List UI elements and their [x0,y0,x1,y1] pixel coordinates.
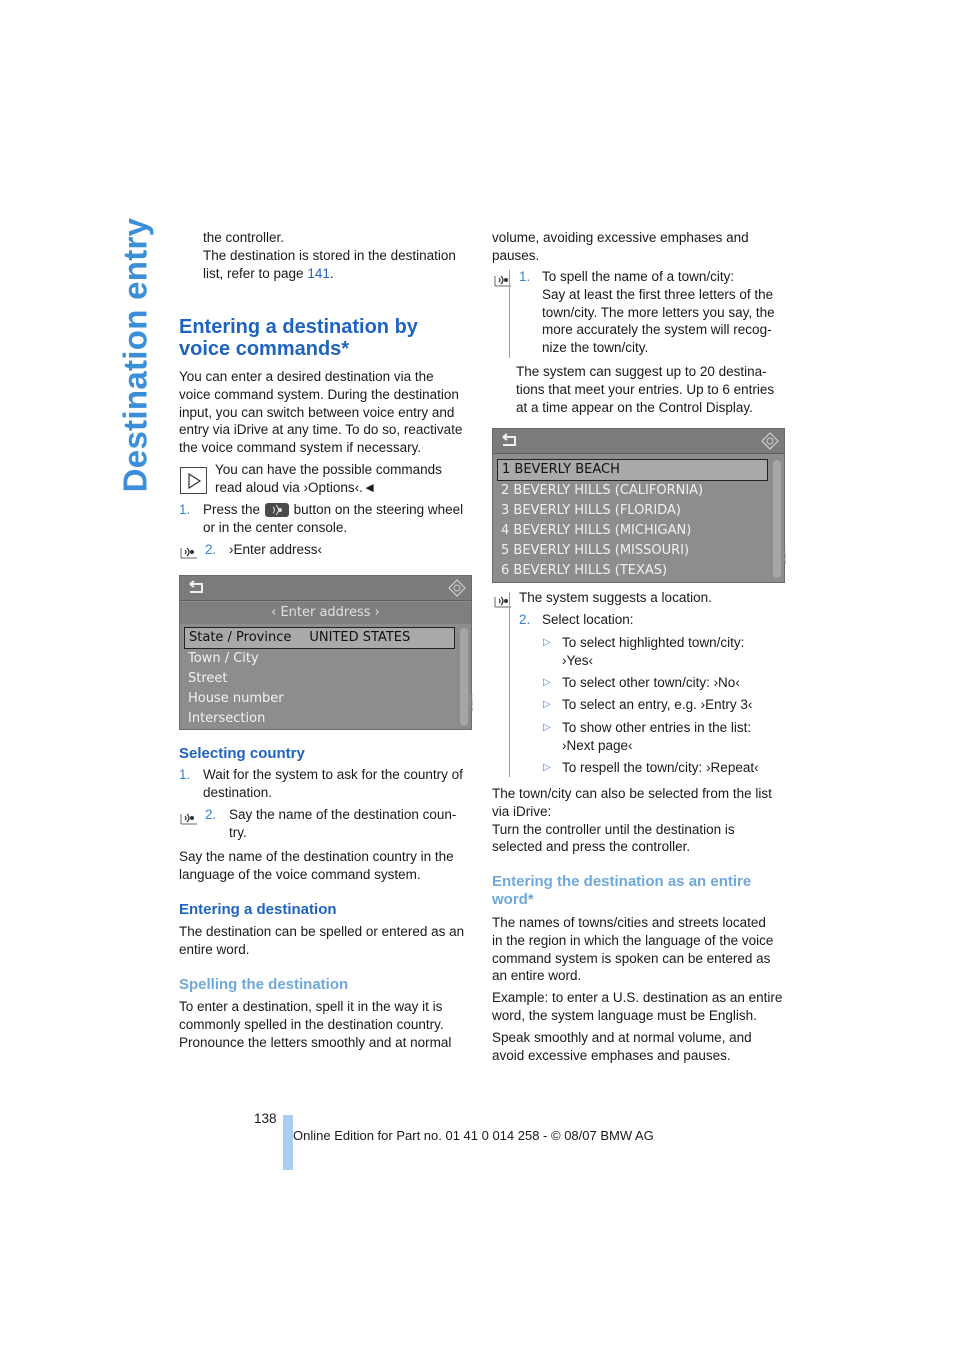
country-paragraph: Say the name of the destination country in the language of the voice command system. [179,849,454,882]
step-1-text: Press the button on the steering wheel or in the center console. [203,502,464,535]
subheading-entering-destination: Entering a destination [179,901,337,918]
section-heading: Entering a destination by voice commands* [179,316,418,360]
display-row: 4 BEVERLY HILLS (MICHIGAN) [501,523,692,538]
bullet-item: To select an entry, e.g. ›Entry 3‹ [562,697,753,712]
display-row: 5 BEVERLY HILLS (MISSOURI) [501,543,690,558]
spelling-paragraph: To enter a destination, spell it in the way it is commonly spelled in the destination country. Pronounce the letters smoothly and at normal [179,999,452,1050]
display-row: 6 BEVERLY HILLS (TEXAS) [501,563,668,578]
page-number: 138 [254,1111,277,1126]
bullet-item: To respell the town/city: ›Repeat‹ [562,760,759,775]
controller-icon [761,432,779,450]
bullet-triangle-icon: ▷ [543,699,551,710]
display-row: House number [188,691,284,706]
intro-paragraph: You can enter a desired destination via the voice command system. During the destination input, you can switch between voice entry and entry via iDrive at any time. To do so, reactivate the voice command system if necessary. [179,369,463,456]
display-title: ‹ Enter address › [180,602,471,624]
note-play-icon [180,467,207,494]
control-display-town-list [492,428,785,583]
display-row: Street [188,671,228,686]
edition-footer: Online Edition for Part no. 01 41 0 014 258 - © 08/07 BMW AG [293,1128,654,1143]
idrive-paragraph: The town/city can also be selected from the list via iDrive: Turn the controller until the destination is selected and press the controller. [492,786,772,855]
voice-button-icon [265,503,289,517]
controller-icon [448,579,466,597]
display-row-selected: State / Province UNITED STATES [184,627,455,649]
figure-code: V4R/E [779,547,786,565]
voice-section-rule [509,270,510,358]
intro-text [203,229,483,282]
back-arrow-icon [500,433,520,449]
bullet-triangle-icon: ▷ [543,677,551,688]
display-row-selected: 1 BEVERLY BEACH [497,459,768,481]
figure-code: V4R/E [466,694,473,712]
bullet-item: To show other entries in the list: ›Next page‹ [562,720,752,753]
entire-word-paragraph-2: Example: to enter a U.S. destination as an entire word, the system language must be English. [492,990,783,1023]
footer-accent-bar [283,1115,293,1170]
system-suggests: The system suggests a location. [519,590,712,605]
page-link[interactable]: 141 [307,265,330,281]
entire-word-paragraph-3: Speak smoothly and at normal volume, and avoid excessive emphases and pauses. [492,1030,752,1063]
intro-line: the controller. [203,230,285,245]
step-number: 2. [205,807,217,822]
spell-step-1: To spell the name of a town/city: Say at least the first three letters of the town/city. The more letters you say, the more accurately the system will recog- nize the town/city. [542,269,775,356]
bullet-item: To select highlighted town/city: ›Yes‹ [562,635,745,668]
intro-line: The destination is stored in the destination [203,247,456,263]
entire-word-paragraph-1: The names of towns/cities and streets located in the region in which the language of the voice command system is spoken can be entered as an entire word. [492,915,774,984]
side-section-title [112,217,158,493]
country-step-2: Say the name of the destination coun- try. [229,807,457,840]
select-location: Select location: [542,612,634,627]
side-section-title-text: Destination entry [116,217,153,493]
suggest-paragraph: The system can suggest up to 20 destina- tions that meet your entries. Up to 6 entries at a time appear on the Control Display. [516,364,775,415]
bullet-item: To select other town/city: ›No‹ [562,675,740,690]
voice-command-icon [180,544,198,560]
display-row: 2 BEVERLY HILLS (CALIFORNIA) [501,483,704,498]
voice-command-icon [180,810,198,826]
country-step-1: Wait for the system to ask for the country of destination. [203,767,463,800]
control-display-enter-address [179,575,472,730]
intro-line: list, refer to page 141. [203,265,334,281]
step-number: 2. [205,542,217,557]
subheading-spelling: Spelling the destination [179,976,349,993]
step-number: 2. [519,612,531,627]
voice-section-rule [509,592,510,777]
display-topbar [493,429,784,454]
step-2-text: ›Enter address‹ [229,542,323,557]
display-row: 3 BEVERLY HILLS (FLORIDA) [501,503,681,518]
display-row: Town / City [188,651,259,666]
continued-paragraph: volume, avoiding excessive emphases and pauses. [492,230,749,263]
bullet-triangle-icon: ▷ [543,722,551,733]
back-arrow-icon [187,580,207,596]
step-number: 1. [179,767,191,782]
display-topbar [180,576,471,601]
bullet-triangle-icon: ▷ [543,762,551,773]
subheading-entire-word: Entering the destination as an entire word* [492,873,752,908]
display-row: Intersection [188,711,266,726]
subheading-selecting-country: Selecting country [179,745,305,762]
step-number: 1. [179,502,191,517]
bullet-triangle-icon: ▷ [543,637,551,648]
step-number: 1. [519,269,531,284]
note-text: You can have the possible commands read aloud via ›Options‹.◄ [215,462,442,495]
entering-destination-paragraph: The destination can be spelled or entered as an entire word. [179,924,465,957]
